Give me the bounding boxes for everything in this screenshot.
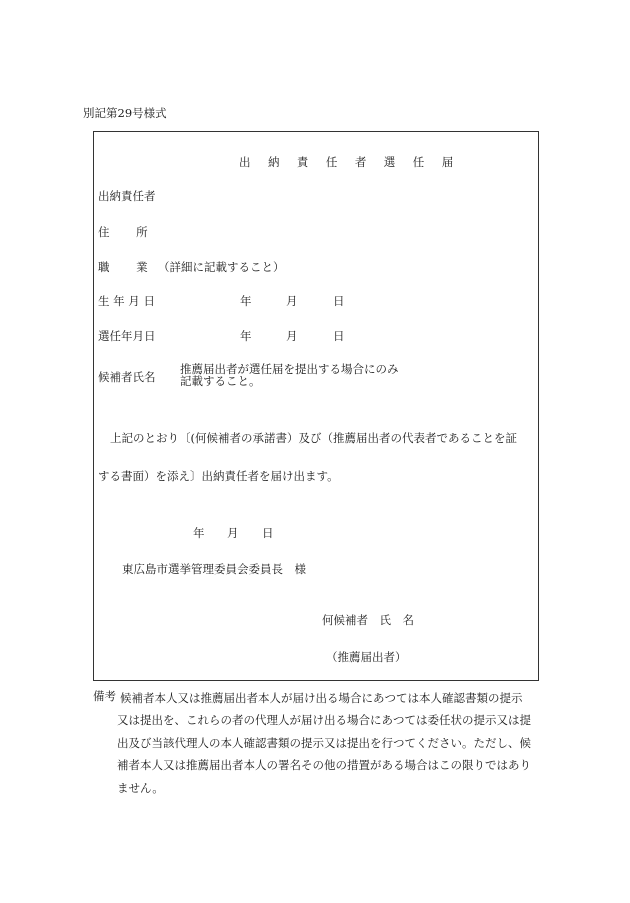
candidate-note-line2: 記載すること。 [180,374,261,388]
remarks-line1: 候補者本人又は推薦届出者本人が届け出る場合にあつては本人確認書類の提示 [120,691,523,705]
remarks-label: 備考 [93,689,116,703]
remarks-line3: 出及び当該代理人の本人確認書類の提示又は提出を行つてください。ただし、候 [117,736,531,750]
birthdate-month: 月 [286,294,298,308]
occupation-label: 職 業 [98,260,148,274]
candidate-note-line1: 推薦届出者が選任届を提出する場合にのみ [180,362,399,376]
birthdate-day: 日 [333,294,345,308]
appointed-day: 日 [333,329,345,343]
signer: 何候補者 氏 名 [322,613,414,627]
statement-line1: 上記のとおり〔(何候補者の承諾書）及び（推薦届出者の代表者であることを証 [110,431,517,445]
submission-day: 日 [262,526,274,540]
appointed-date-label: 選任年月日 [98,329,156,343]
submission-year: 年 [193,526,205,540]
appointed-year: 年 [240,329,252,343]
birthdate-label: 生 年 月 日 [98,294,155,308]
remarks-line4: 補者本人又は推薦届出者本人の署名その他の措置がある場合はこの限りではあり [117,758,531,772]
form-box [93,131,539,681]
birthdate-year: 年 [240,294,252,308]
occupation-note: （詳細に記載すること） [158,260,285,274]
treasurer-label: 出納責任者 [98,189,156,203]
addressee: 東広島市選挙管理委員会委員長 様 [122,562,306,576]
candidate-name-label: 候補者氏名 [98,370,156,384]
address-label: 住 所 [98,225,148,239]
form-title: 出 納 責 任 者 選 任 届 [239,155,461,169]
remarks-line2: 又は提出を、これらの者の代理人が届け出る場合にあつては委任状の提示又は提 [117,713,531,727]
statement-line2: する書面）を添え〕出納責任者を届け出ます。 [98,469,339,483]
submission-month: 月 [227,526,239,540]
signer-note: （推薦届出者） [326,650,407,664]
form-number: 別記第29号様式 [83,106,167,120]
remarks-line5: ません。 [117,781,164,795]
appointed-month: 月 [286,329,298,343]
